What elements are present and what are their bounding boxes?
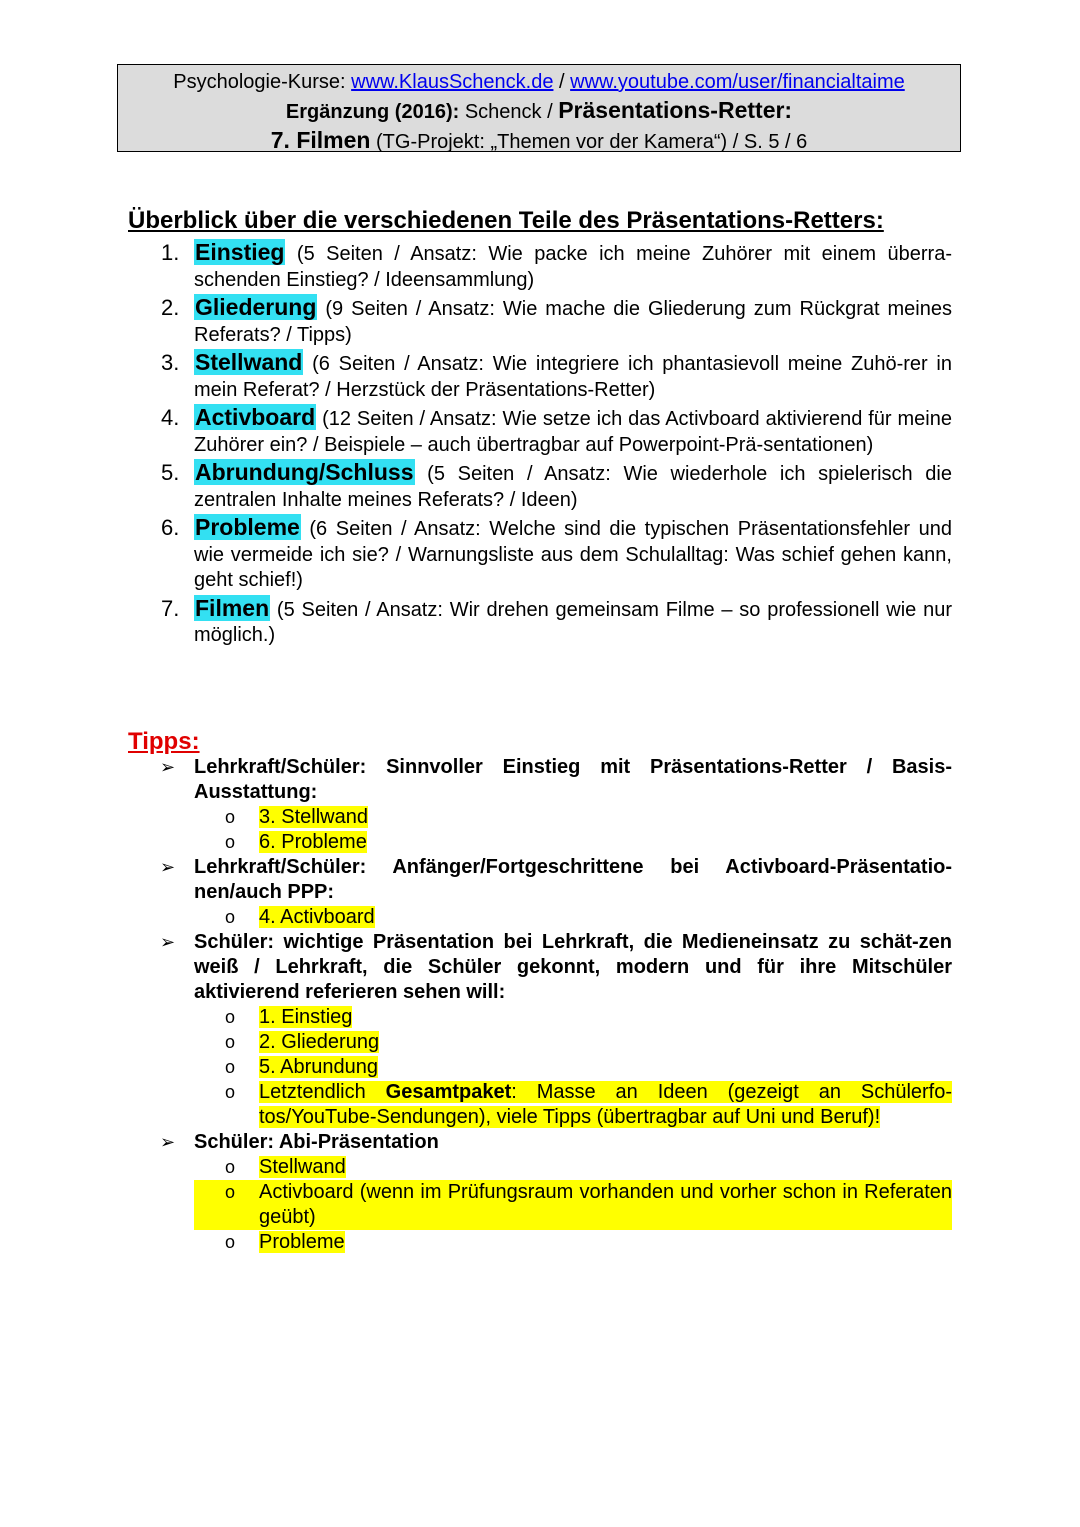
item-number: 2. bbox=[161, 295, 180, 320]
list-item bbox=[158, 460, 952, 513]
package-prefix: Letztendlich bbox=[259, 1081, 386, 1103]
tip-item: 3. Stellwand bbox=[259, 806, 368, 828]
tip-group bbox=[160, 1130, 952, 1255]
item-keyword: Stellwand bbox=[195, 349, 303, 375]
website-link[interactable]: www.KlausSchenck.de bbox=[351, 71, 554, 93]
list-item bbox=[194, 1005, 952, 1030]
package-description: : Masse an Ideen (gezeigt an Schülerfo-tos/YouTube-Sendungen), viele Tipps (übertragbar auf Uni und Beruf)! bbox=[259, 1081, 953, 1128]
tip-item-package bbox=[259, 1081, 952, 1128]
circle-bullet-icon: o bbox=[225, 1182, 236, 1202]
tip-sublist bbox=[194, 1005, 952, 1130]
item-description: (6 Seiten / Ansatz: Welche sind die typischen Präsentationsfehler und wie vermeide ich sie? / Warnungsliste aus dem Schulalltag: Was schief gehen kann, geht schief!) bbox=[194, 518, 952, 591]
document-header bbox=[117, 64, 961, 152]
arrow-bullet-icon: ➢ bbox=[160, 932, 176, 952]
tip-item: Probleme bbox=[259, 1231, 345, 1253]
circle-bullet-icon: o bbox=[225, 807, 236, 827]
item-number: 5. bbox=[161, 460, 180, 485]
header-line-1 bbox=[118, 68, 960, 96]
list-item bbox=[158, 515, 952, 594]
list-item bbox=[194, 1030, 952, 1055]
list-item bbox=[194, 1155, 952, 1180]
item-description: (6 Seiten / Ansatz: Wie integriere ich phantasievoll meine Zuhö-rer in mein Referat? / Herzstück der Präsentations-Retter) bbox=[194, 353, 952, 401]
item-number: 4. bbox=[161, 405, 180, 430]
item-keyword: Probleme bbox=[195, 514, 300, 540]
item-keyword: Filmen bbox=[195, 594, 270, 621]
item-keyword: Activboard bbox=[195, 404, 316, 430]
arrow-bullet-icon: ➢ bbox=[160, 1132, 176, 1152]
list-item bbox=[158, 295, 952, 348]
arrow-bullet-icon: ➢ bbox=[160, 757, 176, 777]
item-number: 6. bbox=[161, 515, 180, 540]
tip-item: Activboard (wenn im Prüfungsraum vorhanden und vorher schon in Referaten geübt) bbox=[259, 1181, 952, 1228]
tip-sublist bbox=[194, 905, 952, 930]
header-line-2 bbox=[118, 96, 960, 126]
list-item bbox=[194, 1080, 952, 1130]
tip-item: Stellwand bbox=[259, 1156, 346, 1178]
list-item bbox=[158, 350, 952, 403]
circle-bullet-icon: o bbox=[225, 1032, 236, 1052]
item-description: (5 Seiten / Ansatz: Wir drehen gemeinsam Filme – so professionell wie nur möglich.) bbox=[194, 598, 952, 646]
list-item bbox=[194, 1055, 952, 1080]
header-chapter: 7. Filmen bbox=[270, 127, 371, 153]
tip-item: 5. Abrundung bbox=[259, 1056, 378, 1078]
item-description: (12 Seiten / Ansatz: Wie setze ich das Activboard aktivierend für meine Zuhörer ein? / Beispiele – auch übertragbar auf Powerpoint-Prä-sentationen) bbox=[194, 408, 952, 456]
tip-heading: Lehrkraft/Schüler: Sinnvoller Einstieg mit Präsentations-Retter / Basis-Ausstattung: bbox=[194, 756, 952, 803]
list-item bbox=[194, 1180, 952, 1230]
item-number: 1. bbox=[161, 240, 180, 265]
package-keyword: Gesamtpaket bbox=[385, 1081, 512, 1103]
arrow-bullet-icon: ➢ bbox=[160, 857, 176, 877]
circle-bullet-icon: o bbox=[225, 1232, 236, 1252]
header-author: Schenck / bbox=[459, 101, 559, 123]
list-item bbox=[194, 830, 952, 855]
tip-heading: Lehrkraft/Schüler: Anfänger/Fortgeschrittene bei Activboard-Präsentatio-nen/auch PPP: bbox=[194, 856, 952, 903]
tip-item: 2. Gliederung bbox=[259, 1031, 380, 1053]
item-description: (5 Seiten / Ansatz: Wie packe ich meine Zuhörer mit einem überra-schenden Einstieg? / Ideensammlung) bbox=[194, 243, 952, 291]
item-description: (9 Seiten / Ansatz: Wie mache die Gliederung zum Rückgrat meines Referats? / Tipps) bbox=[194, 298, 952, 346]
header-course-label: Psychologie-Kurse: bbox=[173, 71, 352, 93]
list-item bbox=[158, 405, 952, 458]
tip-group bbox=[160, 855, 952, 930]
header-edition: Ergänzung (2016): bbox=[285, 101, 460, 123]
circle-bullet-icon: o bbox=[225, 907, 236, 927]
circle-bullet-icon: o bbox=[225, 1082, 236, 1102]
item-number: 7. bbox=[161, 595, 180, 621]
tip-heading: Schüler: Abi-Präsentation bbox=[194, 1131, 439, 1153]
item-keyword: Abrundung/Schluss bbox=[195, 459, 414, 485]
tip-group bbox=[160, 930, 952, 1130]
tip-sublist bbox=[194, 805, 952, 855]
item-number: 3. bbox=[161, 350, 180, 375]
overview-list bbox=[158, 240, 952, 649]
item-keyword: Gliederung bbox=[195, 294, 317, 320]
header-line-3 bbox=[118, 126, 960, 156]
tip-item: 6. Probleme bbox=[259, 831, 367, 853]
tip-item: 1. Einstieg bbox=[259, 1006, 353, 1028]
list-item bbox=[158, 596, 952, 649]
list-item bbox=[158, 240, 952, 293]
circle-bullet-icon: o bbox=[225, 832, 236, 852]
item-description: (5 Seiten / Ansatz: Wie wiederhole ich spielerisch die zentralen Inhalte meines Referats? / Ideen) bbox=[194, 463, 952, 511]
circle-bullet-icon: o bbox=[225, 1057, 236, 1077]
tip-heading: Schüler: wichtige Präsentation bei Lehrkraft, die Medieneinsatz zu schät-zen weiß / Lehrkraft, die Schüler gekonnt, modern und für ihre Mitschüler aktivierend referieren sehen will: bbox=[194, 931, 952, 1003]
list-item bbox=[194, 805, 952, 830]
header-title: Präsentations-Retter: bbox=[558, 97, 793, 123]
list-item bbox=[194, 1230, 952, 1255]
tip-sublist bbox=[194, 1155, 952, 1255]
header-separator: / bbox=[553, 71, 571, 93]
tips-list bbox=[160, 755, 952, 1255]
header-subtitle: (TG-Projekt: „Themen vor der Kamera“) / S. 5 / 6 bbox=[370, 131, 808, 153]
list-item bbox=[194, 905, 952, 930]
circle-bullet-icon: o bbox=[225, 1007, 236, 1027]
tip-group bbox=[160, 755, 952, 855]
circle-bullet-icon: o bbox=[225, 1157, 236, 1177]
youtube-link[interactable]: www.youtube.com/user/financialtaime bbox=[570, 71, 905, 93]
overview-title: Überblick über die verschiedenen Teile des Präsentations-Retters: bbox=[128, 207, 884, 234]
item-keyword: Einstieg bbox=[195, 239, 285, 265]
tipps-title: Tipps: bbox=[128, 728, 200, 755]
tip-item: 4. Activboard bbox=[259, 906, 375, 928]
